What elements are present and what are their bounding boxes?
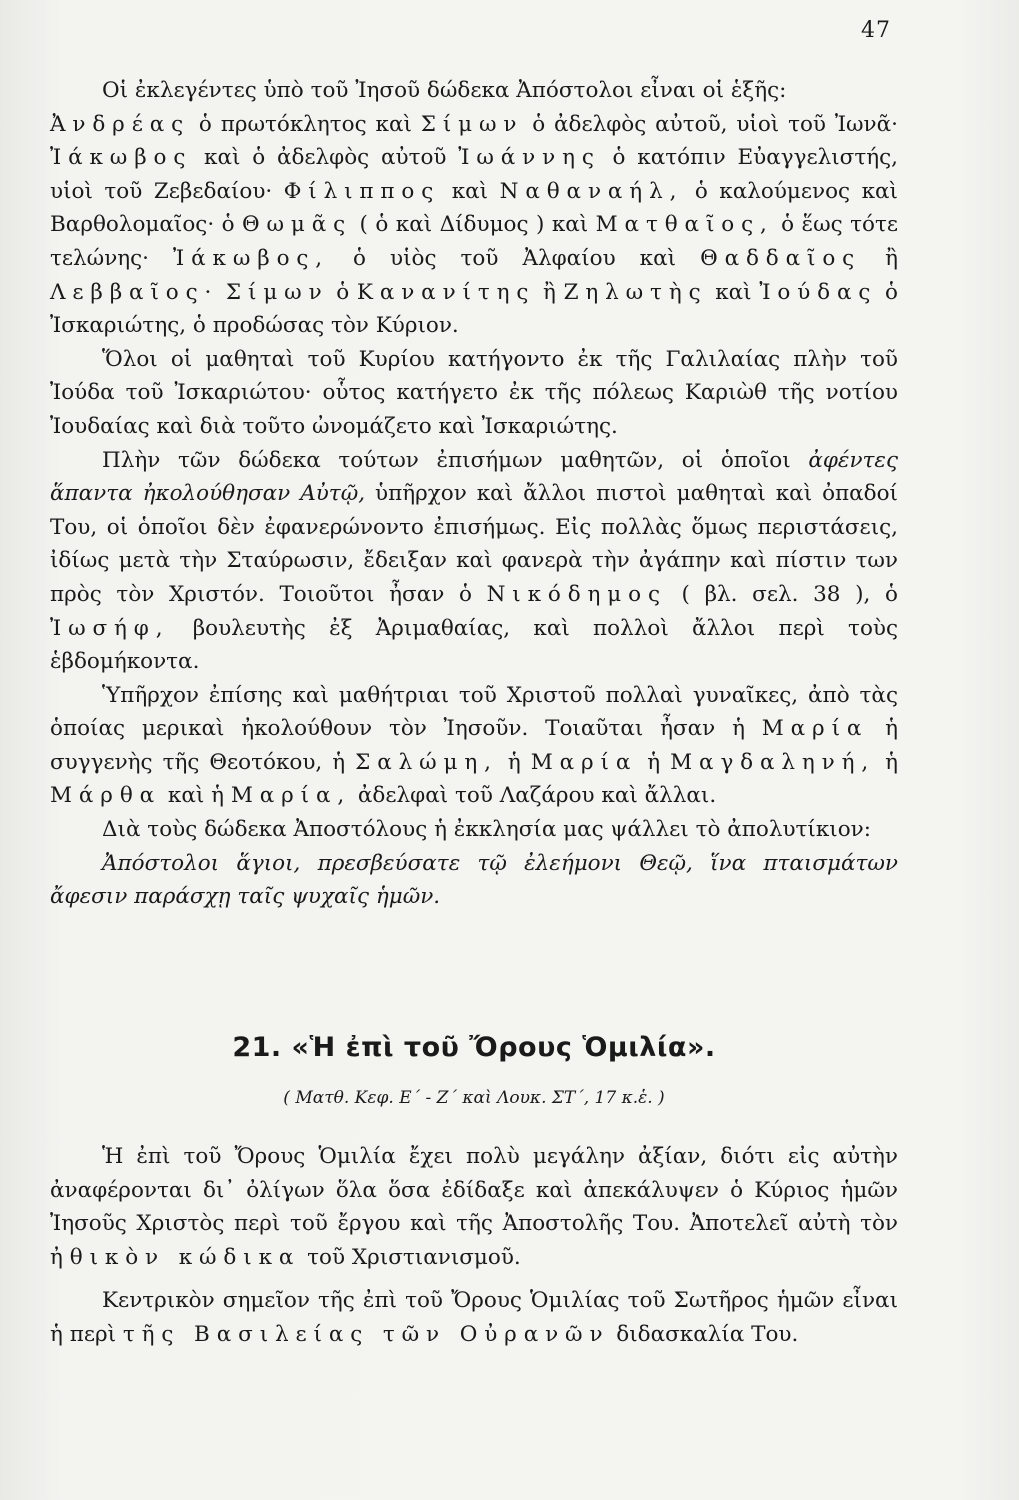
text-span: ( ὁ καὶ Δίδυμος ) καὶ bbox=[352, 212, 596, 238]
text-span: ἢ bbox=[535, 279, 564, 305]
name-salomi: Σαλώμη, bbox=[355, 749, 498, 775]
text-span: Ἡ ἐπὶ τοῦ Ὄρους Ὁμιλία ἔχει πολὺ μεγάλην ἀξίαν, διότι εἰς αὐτὴν ἀναφέρονται δι᾽ ὀλίγων ὅλα ὅσα ἐδίδαξε καὶ ἀπεκάλυψεν ὁ Κύριος ἡμῶν Ἰησοῦς Χριστὸς περὶ τοῦ ἔργου καὶ τῆς Ἀποστολῆς Του. Ἀποτελεῖ αὐτὴ τὸν bbox=[50, 1144, 898, 1237]
sermon-text-block bbox=[50, 1140, 898, 1362]
italic-quote: ἀφέντες ἅπαντα ἠκολούθησαν Αὐτῷ, bbox=[50, 447, 898, 507]
name-maria: Μαρία bbox=[530, 749, 638, 775]
text-span bbox=[218, 280, 226, 305]
name-andreas: Ἀνδρέας bbox=[50, 111, 191, 137]
name-thaddaios: Θαδδαῖος bbox=[700, 245, 862, 271]
name-nikodimos: Νικόδημος bbox=[486, 581, 667, 607]
apolytikion-hymn: Ἀπόστολοι ἅγιοι, πρεσβεύσατε τῷ ἐλεήμονι Θεῷ, ἵνα πταισμάτων ἄφεσιν παράσχῃ ταῖς ψυχαῖς ἡμῶν. bbox=[50, 850, 898, 910]
name-iakovos-alfaiou: Ἰάκωβος, bbox=[173, 245, 330, 271]
term-kingdom-of-heaven: τῆς Βασιλείας τῶν Οὐρανῶν bbox=[122, 1321, 610, 1347]
main-text-block bbox=[50, 74, 898, 914]
paragraph-other-disciples bbox=[50, 444, 898, 679]
page-number: 47 bbox=[861, 18, 891, 43]
text-span: ὁ bbox=[328, 279, 357, 305]
paragraph-apolytikion-intro: Διὰ τοὺς δώδεκα Ἀποστόλους ἡ ἐκκλησία μας ψάλλει τὸ ἀπολυτίκιον: bbox=[102, 817, 871, 843]
name-thomas: Θωμᾶς bbox=[242, 212, 353, 238]
paragraph-galilee: Ὅλοι οἱ μαθηταὶ τοῦ Κυρίου κατήγοντο ἐκ τῆς Γαλιλαίας πλὴν τοῦ Ἰούδα τοῦ Ἰσκαριώτου· οὗτος κατήγετο ἐκ τῆς πόλεως Καριὼθ τῆς νοτίου Ἰουδαίας καὶ διὰ τοῦτο ὠνομάζετο καὶ Ἰσκαριώτης. bbox=[50, 346, 898, 439]
paragraph-sermon-center bbox=[50, 1284, 898, 1351]
text-span: ἀδελφαὶ τοῦ Λαζάρου καὶ ἄλλαι. bbox=[351, 783, 717, 809]
text-span: Ὑπῆρχον ἐπίσης καὶ μαθήτριαι τοῦ Χριστοῦ πολλαὶ γυναῖκες, ἀπὸ τὰς ὁποίας μερικαὶ ἠκολούθουν τὸν Ἰησοῦν. Τοιαῦται ἦσαν ἡ bbox=[50, 682, 898, 742]
name-zilotis: Ζηλωτὴς bbox=[563, 279, 708, 305]
section-heading: 21. «Ἡ ἐπὶ τοῦ Ὄρους Ὁμιλία». bbox=[232, 1032, 716, 1063]
text-span: τοῦ Χριστιανισμοῦ. bbox=[300, 1244, 521, 1270]
name-iosif: Ἰωσήφ, bbox=[50, 615, 170, 641]
text-span: καὶ ἡ bbox=[161, 783, 231, 809]
name-matthaios: Ματθαῖος, bbox=[595, 212, 774, 238]
name-iakovos: Ἰάκωβος bbox=[50, 145, 193, 171]
text-span: ὁ καλούμενος καὶ Βαρθολομαῖος· ὁ bbox=[50, 178, 898, 238]
paragraph-sermon-value bbox=[50, 1140, 898, 1274]
text-span: καὶ ὁ ἀδελφὸς αὐτοῦ bbox=[192, 145, 459, 171]
text-span: ( βλ. σελ. 38 ), ὁ bbox=[666, 581, 898, 607]
name-simon: Σίμων bbox=[420, 111, 524, 137]
text-span: ἢ bbox=[861, 245, 898, 271]
text-span: ὁ ἀδελφὸς αὐτοῦ, υἱοὶ τοῦ Ἰωνᾶ· bbox=[523, 111, 898, 137]
text-span: Πλὴν τῶν δώδεκα τούτων ἐπισήμων μαθητῶν, οἱ ὁποῖοι bbox=[102, 447, 809, 473]
section-reference: ( Ματθ. Κεφ. Ε΄ - Ζ΄ καὶ Λουκ. ΣΤ΄, 17 κ.ἑ. ) bbox=[283, 1088, 665, 1108]
text-span: ὁ υἱὸς τοῦ Ἀλφαίου καὶ bbox=[329, 245, 701, 271]
text-span: βουλευτὴς ἐξ Ἀριμαθαίας, καὶ πολλοὶ ἄλλοι περὶ τοὺς ἑβδομήκοντα. bbox=[50, 615, 898, 675]
text-span: Οἱ ἐκλεγέντες ὑπὸ τοῦ Ἰησοῦ δώδεκα Ἀπόστολοι εἶναι οἱ ἑξῆς: bbox=[102, 78, 787, 103]
text-span: ὁ κατόπιν Εὐαγγελιστής, υἱοὶ τοῦ Ζεβεδαίου· bbox=[50, 145, 898, 204]
name-kananitis: Κανανίτης bbox=[356, 279, 536, 305]
text-span: ὑπῆρχον καὶ ἄλλοι πιστοὶ μαθηταὶ καὶ ὀπαδοί Του, οἱ ὁποῖοι δὲν ἐφανερώνοντο ἐπισήμως. Εἰς πολλὰς ὅμως περιστάσεις, ἰδίως μετὰ τὴν Σταύρωσιν, ἔδειξαν καὶ φανερὰ τὴν ἀγάπην καὶ πίστιν των πρὸς τὸν Χριστόν. Τοιοῦτοι ἦσαν ὁ bbox=[50, 481, 898, 607]
name-maria: Μαρία bbox=[761, 716, 869, 742]
name-filippos: Φίλιππος bbox=[283, 178, 441, 204]
name-simon-kananitis: Σίμων bbox=[225, 279, 329, 305]
paragraph-apostles-list bbox=[50, 74, 898, 343]
name-levvaios: Λεββαῖος· bbox=[50, 279, 219, 305]
name-nathanail: Ναθαναήλ, bbox=[499, 178, 684, 204]
paragraph-women-disciples bbox=[50, 679, 898, 813]
text-span: ἡ bbox=[875, 749, 898, 775]
text-span: ἡ bbox=[637, 749, 671, 775]
text-span: ὁ πρωτόκλητος καὶ bbox=[190, 111, 421, 137]
text-span: Κεντρικὸν σημεῖον τῆς ἐπὶ τοῦ Ὄρους Ὁμιλίας τοῦ Σωτῆρος ἡμῶν εἶναι ἡ περὶ bbox=[50, 1288, 898, 1347]
text-span: ἡ bbox=[497, 749, 531, 775]
name-maria: Μαρία, bbox=[230, 783, 352, 809]
text-span: ὁ Ἰσκαριώτης, ὁ προδώσας τὸν Κύριον. bbox=[50, 279, 898, 339]
name-ioudas: Ἰούδας bbox=[759, 279, 878, 305]
text-span: ἡ συγγενὴς τῆς Θεοτόκου, ἡ bbox=[50, 716, 898, 775]
name-martha: Μάρθα bbox=[50, 783, 162, 809]
term-ethical-code: ἠθικὸν κώδικα bbox=[50, 1244, 301, 1270]
text-span: ὁ ἕως τότε τελώνης· bbox=[50, 212, 898, 271]
name-ioannis: Ἰωάννης bbox=[458, 145, 601, 171]
text-span: καὶ bbox=[440, 178, 500, 204]
text-span: διδασκαλία Του. bbox=[609, 1321, 799, 1347]
text-span: καὶ bbox=[707, 279, 760, 305]
name-magdalini: Μαγδαληνή, bbox=[670, 749, 876, 775]
